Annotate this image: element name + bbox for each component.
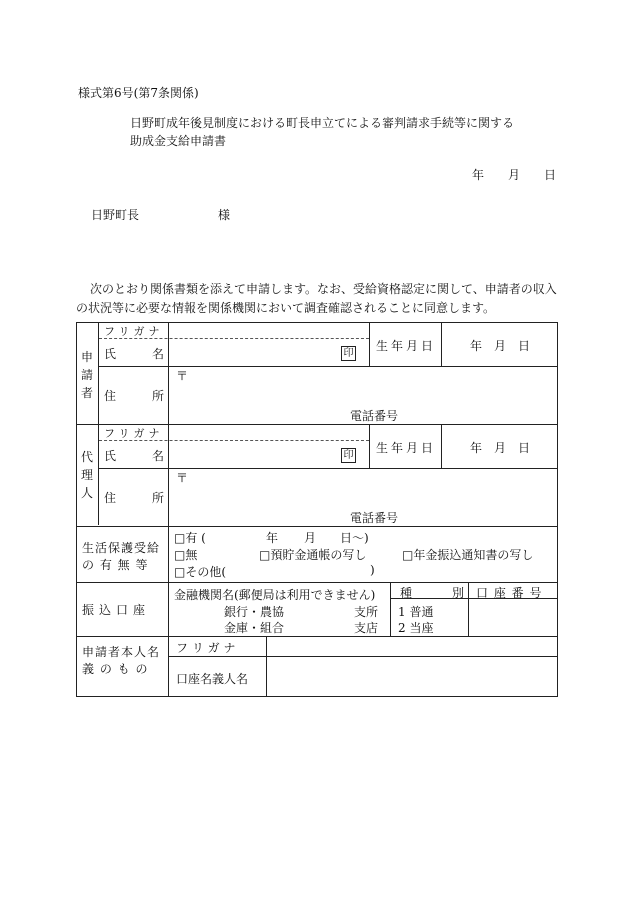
welfare-option-other[interactable]: □その他( [174, 565, 227, 579]
account-type-header-2: 別 [452, 586, 465, 600]
form-number: 様式第6号(第7条関係) [78, 86, 199, 100]
holder-account-name-input[interactable] [268, 658, 556, 695]
agent-birth-day: 日 [518, 441, 531, 455]
welfare-yes-day: 日〜) [340, 531, 369, 545]
agent-address-label-1: 住 [104, 491, 117, 505]
applicant-name-label-1: 氏 [104, 347, 117, 361]
form-title-line2: 助成金支給申請書 [130, 134, 227, 148]
agent-address-label-2: 所 [152, 491, 165, 505]
applicant-birth-label: 生年月日 [376, 339, 437, 353]
applicant-section-label: 申請者 [80, 350, 93, 400]
date-year: 年 [472, 168, 485, 182]
applicant-address-input[interactable] [170, 368, 556, 404]
bank-label: 振込口座 [82, 603, 151, 617]
agent-phone-input[interactable] [400, 507, 556, 525]
date-month: 月 [508, 168, 521, 182]
holder-furigana-input[interactable] [268, 638, 556, 655]
account-type-ordinary[interactable]: 1 普通 [398, 605, 434, 619]
account-type-header-1: 種 [400, 586, 413, 600]
applicant-phone-label: 電話番号 [350, 409, 399, 423]
holder-account-name-label: 口座名義人名 [176, 672, 249, 686]
applicant-birthdate-input[interactable] [443, 324, 556, 366]
welfare-label-line1: 生活保護受給 [82, 541, 161, 555]
bank-institution-label: 金融機関名(郵便局は利用できません) [174, 588, 376, 602]
agent-seal-mark: 印 [341, 448, 356, 463]
holder-label-line2: 義 の も の [82, 662, 149, 676]
applicant-address-label-2: 所 [152, 389, 165, 403]
welfare-other-close: ) [370, 563, 375, 577]
applicant-furigana-input[interactable] [170, 324, 368, 338]
holder-furigana-label: フ リ ガ ナ [176, 641, 236, 655]
agent-section-label: 代理人 [80, 450, 93, 500]
agent-name-label-2: 名 [152, 449, 165, 463]
applicant-birth-year: 年 [470, 339, 483, 353]
intro-line2: の状況等に必要な情報を関係機関において調査確認されることに同意します。 [76, 301, 496, 315]
agent-name-label-1: 氏 [104, 449, 117, 463]
applicant-birth-day: 日 [518, 339, 531, 353]
agent-furigana-label: フリガナ [104, 427, 164, 440]
applicant-seal-mark: 印 [341, 346, 356, 361]
welfare-label-line2: の 有 無 等 [82, 558, 149, 572]
applicant-phone-input[interactable] [400, 405, 556, 423]
welfare-yes-year: 年 [266, 531, 279, 545]
welfare-option-no[interactable]: □無 [174, 548, 198, 562]
bank-store-label: 支店 [354, 621, 379, 635]
addressee: 日野町長 [91, 208, 140, 222]
applicant-address-label-1: 住 [104, 389, 117, 403]
agent-name-input[interactable] [170, 442, 338, 467]
account-number-input[interactable] [470, 600, 556, 635]
account-type-current[interactable]: 2 当座 [398, 621, 434, 635]
welfare-option-pension[interactable]: □年金振込通知書の写し [402, 548, 534, 562]
applicant-postal-mark: 〒 [176, 369, 189, 383]
bank-branch-label: 支所 [354, 605, 379, 619]
welfare-option-yes[interactable]: □有 ( [174, 531, 206, 545]
applicant-furigana-label: フリガナ [104, 325, 164, 338]
agent-birth-label: 生年月日 [376, 441, 437, 455]
applicant-name-label-2: 名 [152, 347, 165, 361]
agent-phone-label: 電話番号 [350, 511, 399, 525]
agent-birth-month: 月 [494, 441, 507, 455]
applicant-name-input[interactable] [170, 340, 338, 365]
kinko-kind-label: 金庫・組合 [224, 621, 285, 635]
applicant-birth-month: 月 [494, 339, 507, 353]
intro-line1: 次のとおり関係書類を添えて申請します。なお、受給資格認定に関して、申請者の収入 [90, 282, 557, 296]
agent-address-input[interactable] [170, 470, 556, 506]
agent-furigana-input[interactable] [170, 426, 368, 440]
form-title-line1: 日野町成年後見制度における町長申立てによる審判請求手続等に関する [130, 116, 515, 130]
date-day: 日 [544, 168, 557, 182]
bank-kind-label: 銀行・農協 [224, 605, 285, 619]
welfare-yes-month: 月 [304, 531, 317, 545]
account-number-header: 口 座 番 号 [476, 586, 543, 600]
welfare-option-passbook[interactable]: □預貯金通帳の写し [259, 548, 367, 562]
agent-birthdate-input[interactable] [443, 426, 556, 468]
agent-birth-year: 年 [470, 441, 483, 455]
holder-label-line1: 申請者本人名 [82, 645, 161, 659]
agent-postal-mark: 〒 [176, 471, 189, 485]
honorific: 様 [218, 208, 231, 222]
